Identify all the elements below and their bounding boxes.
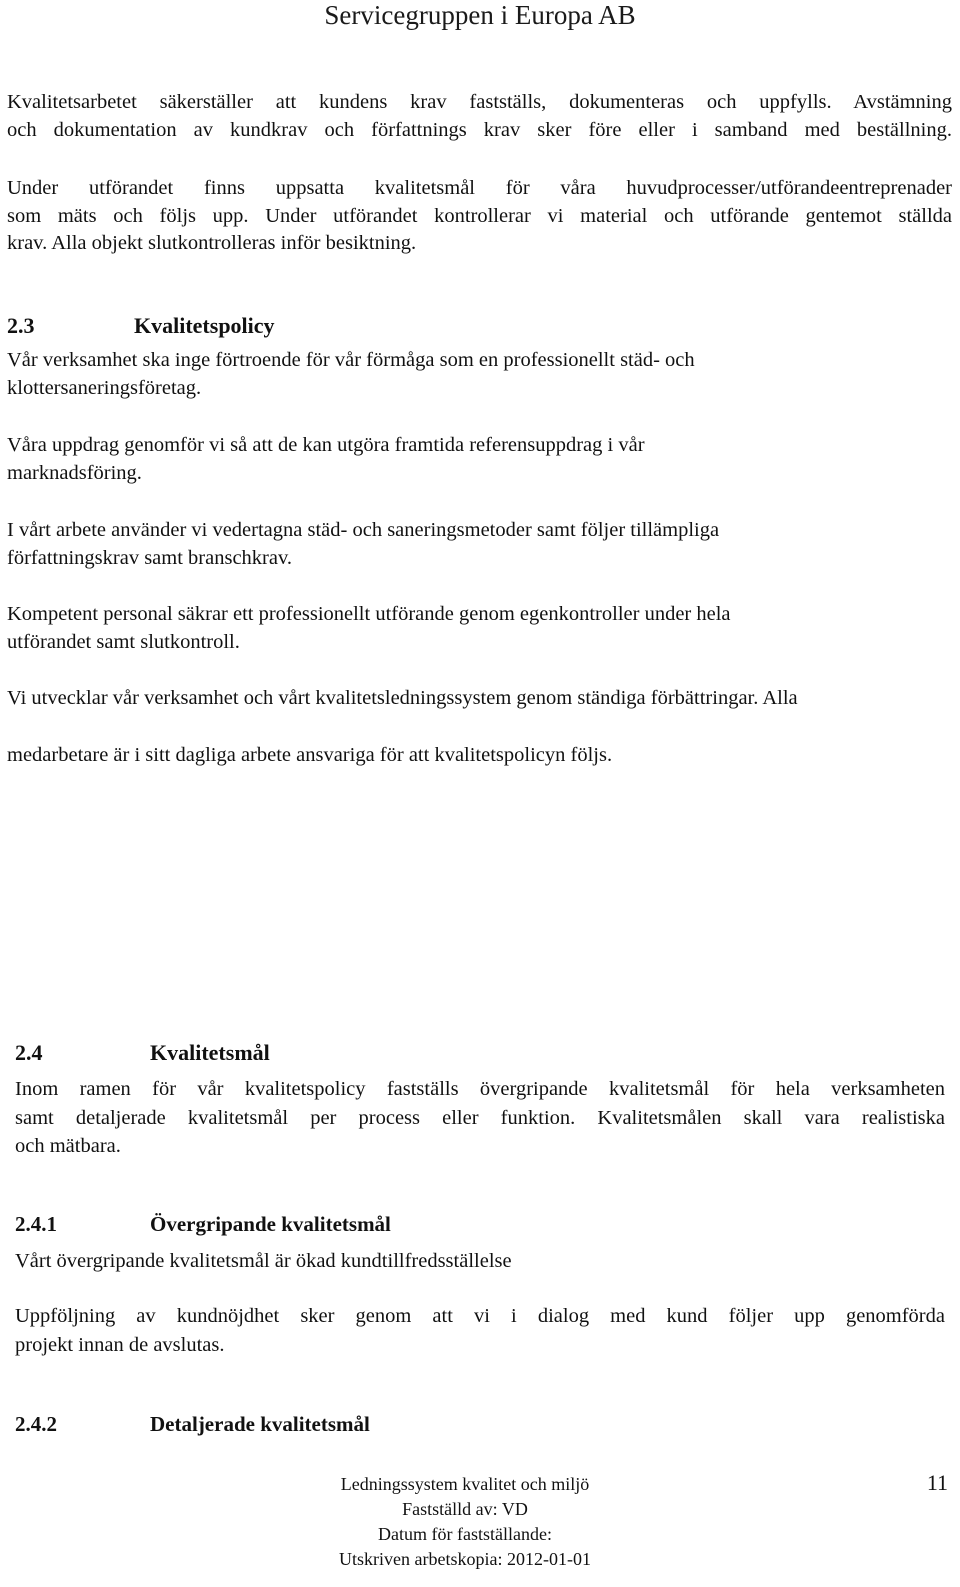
section-title: Kvalitetsmål (150, 1040, 270, 1065)
text-line: medarbetare är i sitt dagliga arbete ansvariga för att kvalitetspolicyn följs. (7, 744, 613, 766)
page-number: 11 (926, 1470, 948, 1495)
text-line: Uppföljning av kundnöjdhet sker genom att vi i dialog med kund följer upp genomförda (15, 1305, 945, 1327)
page-header: Servicegruppen i Europa AB (324, 0, 636, 30)
text-line: Inom ramen för vår kvalitetspolicy fastställs övergripande kvalitetsmål för hela verksamheten (15, 1078, 945, 1100)
section-heading-2-4-2 (15, 1412, 370, 1437)
goals-paragraph (15, 1075, 945, 1161)
text-line: krav. Alla objekt slutkontrolleras inför besiktning. (7, 232, 417, 254)
policy-paragraph-4 (7, 601, 952, 656)
text-line: marknadsföring. (7, 461, 142, 484)
section-number: 2.3 (7, 313, 35, 338)
text-line: samt detaljerade kvalitetsmål per process eller funktion. Kvalitetsmålen skall vara realistiska (15, 1106, 945, 1129)
page-footer (300, 1472, 630, 1572)
policy-paragraph-5-line-2 (7, 742, 952, 770)
text-line: klottersaneringsföretag. (7, 376, 202, 399)
section-title: Kvalitetspolicy (134, 313, 275, 338)
footer-line: Ledningssystem kvalitet och miljö (340, 1474, 590, 1494)
section-heading-2-3 (7, 313, 275, 339)
text-line: utförandet samt slutkontroll. (7, 630, 240, 653)
overall-goal-line (15, 1247, 945, 1276)
text-line: Kvalitetsarbetet säkerställer att kundens krav fastställs, dokumenteras och uppfylls. Avstämning (7, 91, 952, 113)
text-line: Vårt övergripande kvalitetsmål är ökad kundtillfredsställelse (15, 1250, 512, 1272)
footer-line: Fastställd av: VD (402, 1499, 528, 1519)
text-line: författningskrav samt branschkrav. (7, 546, 293, 569)
text-line: projekt innan de avslutas. (15, 1333, 225, 1356)
text-line: Vår verksamhet ska inge förtroende för vår förmåga som en professionellt städ- och (7, 349, 695, 371)
follow-up-paragraph (15, 1302, 945, 1359)
intro-paragraph-2 (7, 175, 952, 258)
footer-line: Datum för fastställande: (378, 1524, 552, 1544)
policy-paragraph-1 (7, 347, 952, 402)
footer-line: Utskriven arbetskopia: 2012-01-01 (339, 1549, 591, 1569)
text-line: Vi utvecklar vår verksamhet och vårt kvalitetsledningssystem genom ständiga förbättringar. Alla (7, 687, 798, 709)
intro-paragraph-1 (7, 89, 952, 144)
section-number: 2.4.2 (15, 1412, 57, 1436)
section-number: 2.4.1 (15, 1212, 57, 1236)
section-heading-2-4-1 (15, 1212, 391, 1237)
section-number: 2.4 (15, 1040, 43, 1065)
text-line: Under utförandet finns uppsatta kvalitetsmål för våra huvudprocesser/utförandeentreprenader (7, 177, 952, 199)
policy-paragraph-3 (7, 517, 952, 572)
section-title: Detaljerade kvalitetsmål (150, 1412, 370, 1436)
section-heading-2-4 (15, 1040, 270, 1066)
text-line: Kompetent personal säkrar ett professionellt utförande genom egenkontroller under hela (7, 603, 731, 625)
text-line: I vårt arbete använder vi vedertagna städ- och saneringsmetoder samt följer tillämpliga (7, 519, 720, 541)
policy-paragraph-5-line-1 (7, 685, 952, 713)
text-line: som mäts och följs upp. Under utförandet kontrollerar vi material och utförande gentemot ställda (7, 204, 952, 227)
section-title: Övergripande kvalitetsmål (150, 1212, 391, 1236)
text-line: och mätbara. (15, 1135, 121, 1157)
text-line: och dokumentation av kundkrav och författnings krav sker före eller i samband med beställning. (7, 118, 952, 141)
text-line: Våra uppdrag genomför vi så att de kan utgöra framtida referensuppdrag i vår (7, 434, 645, 456)
policy-paragraph-2 (7, 432, 952, 487)
